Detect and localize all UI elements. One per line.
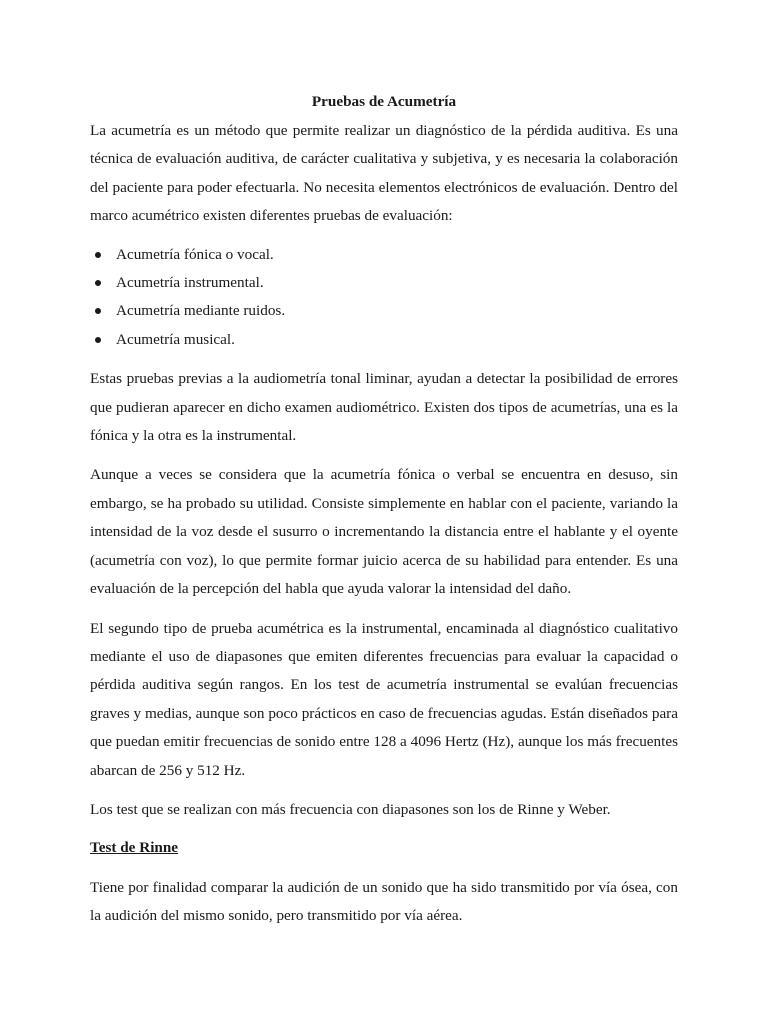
bullet-icon (95, 337, 101, 343)
document-title: Pruebas de Acumetría (311, 93, 457, 110)
list-item (90, 269, 678, 297)
bullet-icon (95, 252, 101, 258)
paragraph-rinne-purpose: Tiene por finalidad comparar la audición de un sonido que ha sido transmitido por vía ósea, con la audición del mismo sonido, pero transmitido por vía aérea. (90, 878, 678, 925)
paragraph-previous-tests: Estas pruebas previas a la audiometría tonal liminar, ayudan a detectar la posibilidad de errores que pudieran aparecer en dicho examen audiométrico. Existen dos tipos de acumetrías, una es la fónica y la otra es la instrumental. (90, 370, 678, 445)
bullet-icon (95, 280, 101, 286)
list-item-text: Acumetría musical. (116, 330, 235, 348)
section-heading-rinne: Test de Rinne (90, 839, 179, 857)
list-item-text: Acumetría instrumental. (116, 274, 264, 292)
paragraph-rinne-weber: Los test que se realizan con más frecuencia con diapasones son los de Rinne y Weber. (90, 800, 611, 818)
evaluation-types-list (90, 241, 678, 355)
list-item (90, 297, 678, 325)
bullet-icon (95, 308, 101, 314)
list-item (90, 241, 678, 269)
document-page (90, 90, 678, 931)
list-item-text: Acumetría mediante ruidos. (116, 302, 286, 320)
paragraph-instrumental-acumetry: El segundo tipo de prueba acumétrica es la instrumental, encaminada al diagnóstico cualitativo mediante el uso de diapasones que emiten diferentes frecuencias para evaluar la capacidad o pérdida auditiva según rangos. En los test de acumetría instrumental se evalúan frecuencias graves y medias, aunque son poco prácticos en caso de frecuencias agudas. Están diseñados para que puedan emitir frecuencias de sonido entre 128 a 4096 Hertz (Hz), aunque los más frecuentes abarcan de 256 y 512 Hz. (90, 619, 678, 779)
paragraph-phonic-acumetry: Aunque a veces se considera que la acumetría fónica o verbal se encuentra en desuso, sin embargo, se ha probado su utilidad. Consiste simplemente en hablar con el paciente, variando la intensidad de la voz desde el susurro o incrementando la distancia entre el hablante y el oyente (acumetría con voz), lo que permite formar juicio acerca de su habilidad para entender. Es una evaluación de la percepción del habla que ayuda valorar la intensidad del daño. (90, 466, 678, 598)
list-item-text: Acumetría fónica o vocal. (116, 245, 274, 263)
list-item (90, 326, 678, 354)
intro-paragraph: La acumetría es un método que permite realizar un diagnóstico de la pérdida auditiva. Es una técnica de evaluación auditiva, de carácter cualitativa y subjetiva, y es necesaria la colaboración del paciente para poder efectuarla. No necesita elementos electrónicos de evaluación. Dentro del marco acumétrico existen diferentes pruebas de evaluación: (90, 122, 678, 225)
